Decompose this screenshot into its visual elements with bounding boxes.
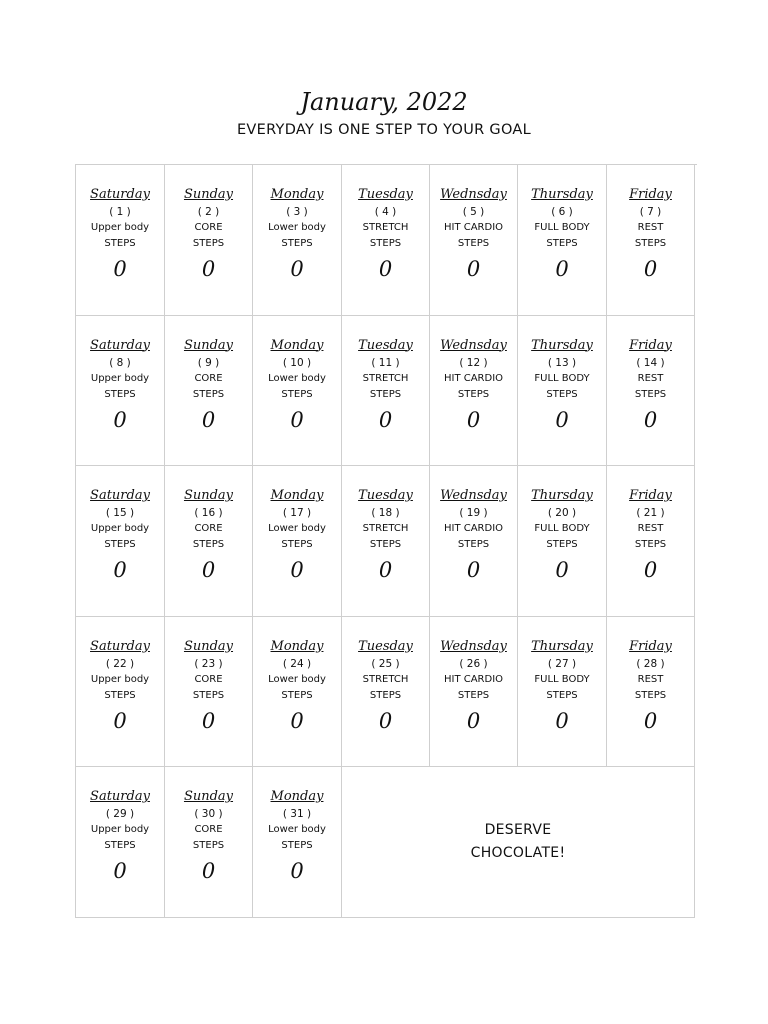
- workout-label: REST: [637, 673, 664, 685]
- date-number: ( 31 ): [282, 808, 312, 821]
- date-number: ( 26 ): [459, 657, 488, 670]
- workout-label: REST: [637, 372, 664, 384]
- weekday-label: Thursday: [531, 187, 593, 202]
- steps-label: STEPS: [281, 840, 313, 852]
- day-cell: [253, 165, 342, 316]
- reward-message: DESERVE CHOCOLATE!: [470, 822, 566, 862]
- workout-label: Upper body: [90, 673, 150, 685]
- steps-label: STEPS: [546, 689, 578, 701]
- weekday-label: Tuesday: [358, 638, 413, 654]
- steps-label: STEPS: [634, 388, 667, 400]
- weekday-label: Monday: [270, 337, 324, 353]
- weekday-label: Tuesday: [358, 488, 413, 504]
- steps-label: STEPS: [369, 539, 402, 551]
- day-cell: [76, 466, 165, 617]
- steps-label: STEPS: [634, 539, 667, 551]
- workout-label: Upper body: [90, 523, 150, 535]
- day-cell: [76, 316, 165, 467]
- weekday-label: Wednsday: [440, 187, 507, 202]
- steps-count: 0: [555, 257, 569, 281]
- date-number: ( 9 ): [197, 356, 220, 369]
- workout-label: STRETCH: [362, 222, 409, 233]
- workout-label: HIT CARDIO: [443, 673, 504, 685]
- steps-label: STEPS: [281, 689, 313, 701]
- workout-label: CORE: [194, 824, 223, 836]
- date-number: ( 22 ): [105, 657, 135, 670]
- message-cell: [342, 767, 695, 918]
- steps-label: STEPS: [546, 238, 578, 249]
- workout-label: Upper body: [90, 372, 150, 384]
- date-number: ( 24 ): [282, 657, 312, 670]
- date-number: ( 1 ): [109, 206, 131, 218]
- steps-label: STEPS: [281, 238, 313, 249]
- steps-label: STEPS: [457, 238, 490, 249]
- steps-count: 0: [643, 558, 658, 583]
- weekday-label: Saturday: [90, 337, 150, 353]
- day-cell: [342, 316, 430, 467]
- steps-label: STEPS: [281, 539, 313, 551]
- steps-label: STEPS: [369, 238, 402, 249]
- date-number: ( 6 ): [551, 206, 573, 218]
- workout-label: STRETCH: [362, 673, 409, 685]
- steps-count: 0: [378, 257, 393, 281]
- day-cell: [607, 316, 695, 467]
- workout-label: STRETCH: [362, 372, 409, 384]
- steps-label: STEPS: [546, 388, 578, 400]
- steps-label: STEPS: [457, 539, 490, 551]
- steps-count: 0: [201, 859, 216, 884]
- steps-label: STEPS: [369, 689, 402, 701]
- date-number: ( 29 ): [105, 808, 135, 821]
- date-number: ( 5 ): [462, 206, 485, 218]
- steps-label: STEPS: [192, 689, 225, 701]
- steps-count: 0: [201, 708, 216, 733]
- steps-count: 0: [643, 407, 658, 432]
- workout-label: FULL BODY: [534, 222, 590, 233]
- date-number: ( 28 ): [636, 657, 665, 670]
- day-cell: [165, 165, 253, 316]
- workout-label: HIT CARDIO: [443, 523, 504, 535]
- weekday-label: Sunday: [183, 488, 234, 504]
- workout-label: FULL BODY: [534, 523, 590, 535]
- day-cell: [253, 767, 342, 918]
- date-number: ( 17 ): [282, 507, 312, 520]
- weekday-label: Saturday: [90, 488, 150, 504]
- workout-label: REST: [637, 222, 664, 233]
- steps-count: 0: [466, 708, 481, 733]
- weekday-label: Saturday: [90, 789, 150, 805]
- weekday-label: Friday: [629, 638, 672, 654]
- workout-label: Lower body: [268, 222, 326, 233]
- steps-count: 0: [378, 558, 393, 583]
- day-cell: [165, 316, 253, 467]
- day-cell: [76, 165, 165, 316]
- steps-count: 0: [290, 708, 304, 733]
- day-cell: [518, 316, 607, 467]
- weekday-label: Sunday: [183, 337, 234, 353]
- calendar-title: January, 2022: [300, 88, 468, 116]
- steps-count: 0: [378, 407, 393, 432]
- weekday-label: Wednsday: [440, 337, 507, 353]
- date-number: ( 8 ): [109, 356, 131, 369]
- steps-label: STEPS: [104, 388, 136, 400]
- workout-label: CORE: [194, 222, 223, 233]
- steps-count: 0: [643, 257, 658, 281]
- weekday-label: Monday: [270, 638, 324, 654]
- weekday-label: Tuesday: [358, 187, 413, 202]
- steps-label: STEPS: [192, 238, 225, 249]
- workout-label: Lower body: [268, 372, 326, 384]
- workout-label: HIT CARDIO: [443, 372, 504, 384]
- steps-count: 0: [290, 558, 304, 583]
- day-cell: [518, 617, 607, 768]
- steps-count: 0: [466, 558, 481, 583]
- day-cell: [165, 466, 253, 617]
- weekday-label: Saturday: [90, 187, 150, 202]
- day-cell: [607, 165, 695, 316]
- steps-label: STEPS: [457, 388, 490, 400]
- weekday-label: Sunday: [183, 187, 234, 202]
- workout-label: Lower body: [268, 523, 326, 535]
- steps-count: 0: [113, 407, 127, 432]
- steps-label: STEPS: [104, 539, 136, 551]
- calendar-grid: [75, 164, 697, 918]
- day-cell: [430, 316, 518, 467]
- date-number: ( 10 ): [282, 356, 312, 369]
- workout-label: STRETCH: [362, 523, 409, 535]
- day-cell: [342, 617, 430, 768]
- steps-count: 0: [290, 859, 304, 884]
- weekday-label: Sunday: [183, 638, 234, 654]
- steps-count: 0: [466, 407, 481, 432]
- weekday-label: Thursday: [531, 638, 593, 654]
- steps-count: 0: [555, 558, 569, 583]
- weekday-label: Thursday: [531, 488, 593, 504]
- date-number: ( 2 ): [197, 206, 220, 218]
- day-cell: [342, 165, 430, 316]
- date-number: ( 13 ): [547, 356, 577, 369]
- day-cell: [253, 617, 342, 768]
- date-number: ( 3 ): [286, 206, 308, 218]
- steps-count: 0: [555, 708, 569, 733]
- steps-count: 0: [113, 257, 127, 281]
- steps-count: 0: [643, 708, 658, 733]
- weekday-label: Monday: [270, 187, 324, 202]
- steps-count: 0: [555, 407, 569, 432]
- steps-label: STEPS: [192, 840, 225, 852]
- workout-label: FULL BODY: [534, 673, 590, 685]
- weekday-label: Monday: [270, 789, 324, 805]
- day-cell: [253, 466, 342, 617]
- day-cell: [518, 165, 607, 316]
- workout-label: Lower body: [268, 673, 326, 685]
- date-number: ( 15 ): [105, 507, 135, 520]
- date-number: ( 11 ): [371, 356, 400, 369]
- steps-count: 0: [113, 708, 127, 733]
- steps-count: 0: [290, 257, 304, 281]
- weekday-label: Friday: [629, 187, 672, 202]
- date-number: ( 4 ): [374, 206, 397, 218]
- day-cell: [430, 617, 518, 768]
- weekday-label: Wednsday: [440, 638, 507, 654]
- steps-label: STEPS: [369, 388, 402, 400]
- day-cell: [165, 767, 253, 918]
- day-cell: [430, 466, 518, 617]
- workout-label: HIT CARDIO: [443, 222, 504, 233]
- steps-label: STEPS: [546, 539, 578, 551]
- workout-label: Upper body: [90, 222, 150, 233]
- workout-label: CORE: [194, 372, 223, 384]
- day-cell: [430, 165, 518, 316]
- workout-label: REST: [637, 523, 664, 535]
- day-cell: [253, 316, 342, 467]
- date-number: ( 19 ): [459, 507, 488, 520]
- weekday-label: Wednsday: [440, 488, 507, 504]
- steps-label: STEPS: [104, 840, 136, 852]
- steps-count: 0: [201, 558, 216, 583]
- steps-count: 0: [466, 257, 481, 281]
- weekday-label: Friday: [629, 337, 672, 353]
- workout-label: Upper body: [90, 824, 150, 836]
- date-number: ( 14 ): [636, 356, 665, 369]
- date-number: ( 25 ): [371, 657, 400, 670]
- date-number: ( 16 ): [194, 507, 223, 520]
- day-cell: [165, 617, 253, 768]
- weekday-label: Thursday: [531, 337, 593, 353]
- steps-count: 0: [378, 708, 393, 733]
- date-number: ( 20 ): [547, 507, 577, 520]
- date-number: ( 7 ): [639, 206, 662, 218]
- calendar-subtitle: EVERYDAY IS ONE STEP TO YOUR GOAL: [236, 122, 532, 138]
- date-number: ( 23 ): [194, 657, 223, 670]
- date-number: ( 27 ): [547, 657, 577, 670]
- weekday-label: Monday: [270, 488, 324, 504]
- day-cell: [518, 466, 607, 617]
- steps-count: 0: [113, 558, 127, 583]
- steps-count: 0: [290, 407, 304, 432]
- weekday-label: Friday: [629, 488, 672, 504]
- steps-count: 0: [113, 859, 127, 884]
- workout-label: CORE: [194, 523, 223, 535]
- steps-label: STEPS: [634, 238, 667, 249]
- steps-label: STEPS: [281, 388, 313, 400]
- day-cell: [607, 466, 695, 617]
- steps-label: STEPS: [104, 689, 136, 701]
- steps-count: 0: [201, 407, 216, 432]
- date-number: ( 21 ): [636, 507, 665, 520]
- weekday-label: Tuesday: [358, 337, 413, 353]
- day-cell: [342, 466, 430, 617]
- date-number: ( 30 ): [194, 808, 223, 821]
- steps-label: STEPS: [104, 238, 136, 249]
- weekday-label: Sunday: [183, 789, 234, 805]
- steps-label: STEPS: [634, 689, 667, 701]
- date-number: ( 18 ): [371, 507, 400, 520]
- day-cell: [76, 767, 165, 918]
- date-number: ( 12 ): [459, 356, 488, 369]
- workout-label: Lower body: [268, 824, 326, 836]
- steps-count: 0: [201, 257, 216, 281]
- workout-label: CORE: [194, 673, 223, 685]
- steps-label: STEPS: [192, 388, 225, 400]
- day-cell: [76, 617, 165, 768]
- workout-label: FULL BODY: [534, 372, 590, 384]
- day-cell: [607, 617, 695, 768]
- steps-label: STEPS: [192, 539, 225, 551]
- weekday-label: Saturday: [90, 638, 150, 654]
- steps-label: STEPS: [457, 689, 490, 701]
